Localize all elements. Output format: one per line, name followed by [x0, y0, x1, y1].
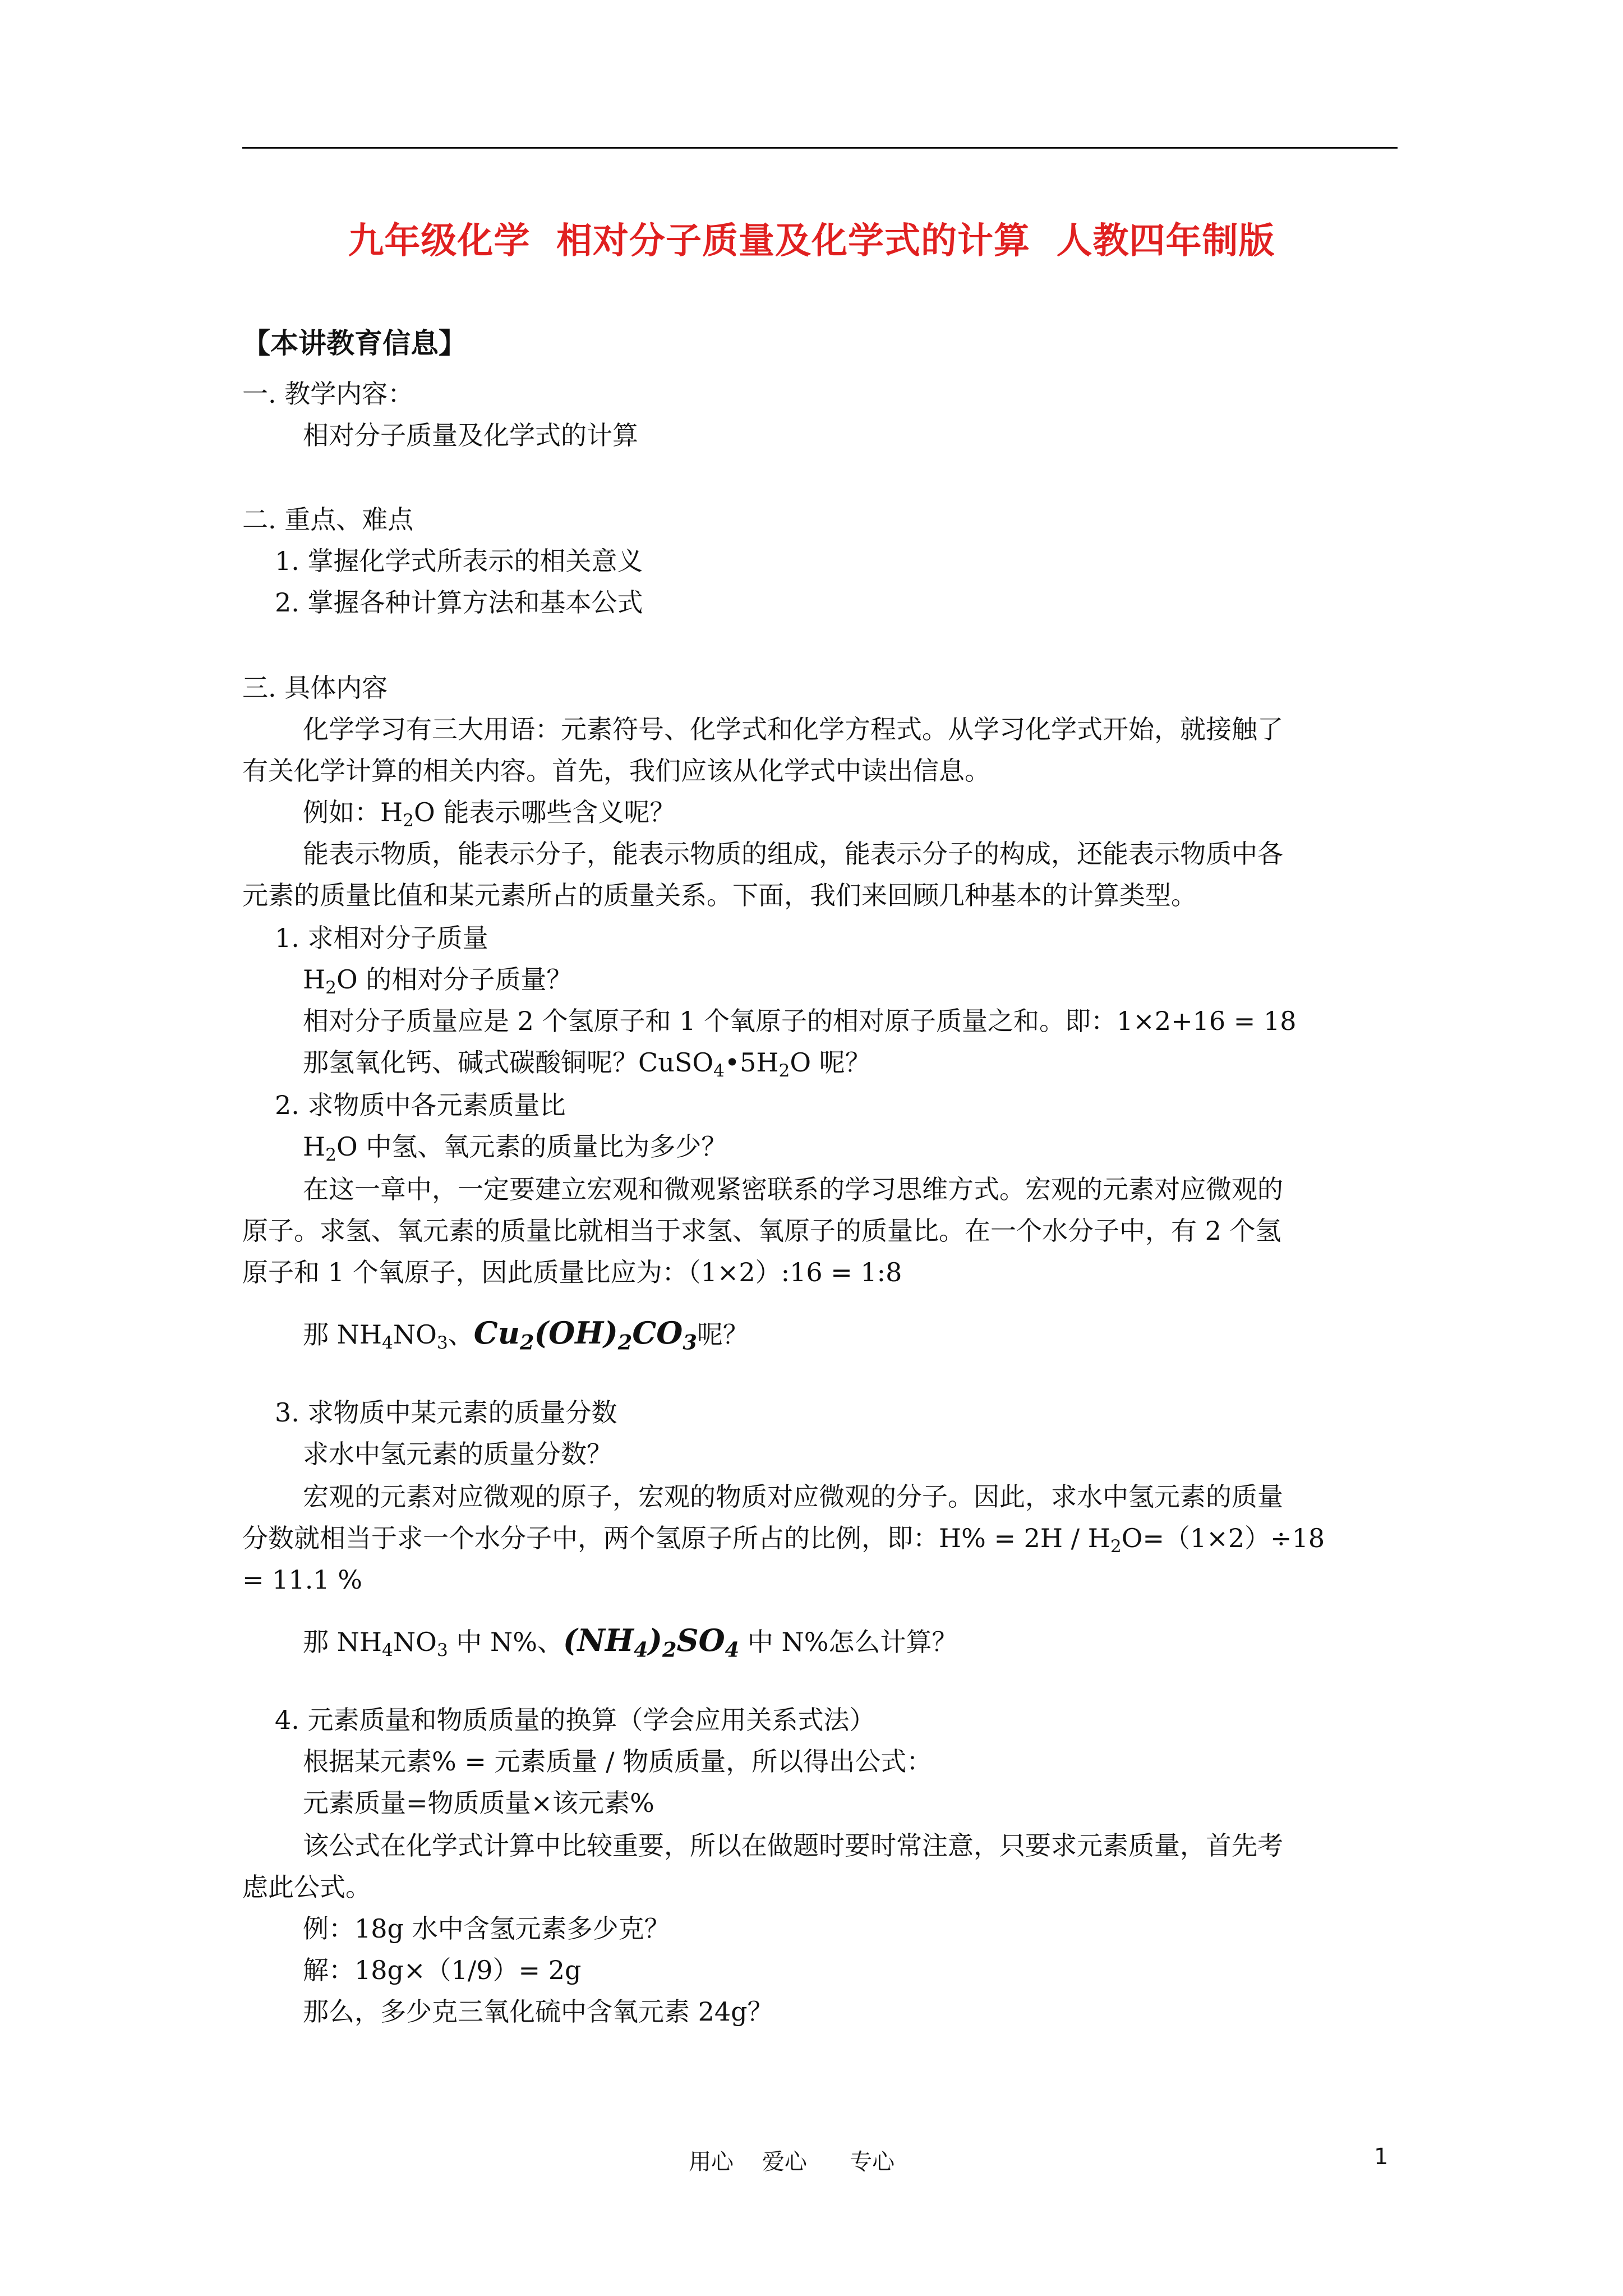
s4-question: 那么，多少克三氧化硫中含氧元素 24g？ — [303, 1996, 773, 2027]
s3-follow-up: 那 $NH_4NO_3$ 中 N%、$(NH_4)_2SO_4$ 中 N%怎么计算？ — [303, 1622, 958, 1662]
part2-item-1: 1. 掌握化学式所表示的相关意义 — [275, 546, 643, 576]
s1-follow-up: 那氢氧化钙、碱式碳酸铜呢？$CuSO_4•5H_2O$ 呢？ — [303, 1047, 871, 1081]
section-header: 【本讲教育信息】 — [242, 327, 467, 360]
part1-heading: 一. 教学内容： — [242, 379, 414, 409]
s3-question: 求水中氢元素的质量分数？ — [303, 1439, 612, 1469]
s2-line1: 在这一章中，一定要建立宏观和微观紧密联系的学习思维方式。宏观的元素对应微观的 — [303, 1174, 1283, 1204]
copper-carbonate-formula: $Cu_2(OH)_2CO_3$ — [473, 1315, 697, 1355]
s4-example: 例：18g 水中含氢元素多少克？ — [303, 1913, 670, 1944]
ammonium-sulfate-formula: $(NH_4)_2SO_4$ — [562, 1622, 740, 1662]
s1-answer: 相对分子质量应是 2 个氢原子和 1 个氧原子的相对原子质量之和。即：1×2+16 = 18 — [303, 1006, 1297, 1036]
part2-heading: 二. 重点、难点 — [242, 504, 414, 535]
header-rule — [242, 147, 1398, 149]
example-line: 例如：$H_2O$ 能表示哪些含义呢？ — [303, 797, 676, 831]
page-number: 1 — [1374, 2144, 1389, 2170]
part3-intro-line2: 有关化学计算的相关内容。首先，我们应该从化学式中读出信息。 — [242, 756, 990, 786]
s2-line3: 原子和 1 个氧原子，因此质量比应为：（1×2）:16 = 1:8 — [242, 1257, 902, 1287]
s3-heading: 3. 求物质中某元素的质量分数 — [275, 1397, 617, 1428]
s2-question: $H_2O$ 中氢、氧元素的质量比为多少？ — [303, 1131, 727, 1165]
s3-line1: 宏观的元素对应微观的原子，宏观的物质对应微观的分子。因此，求水中氢元素的质量 — [303, 1481, 1283, 1512]
s4-solution: 解：18g×（1/9）= 2g — [303, 1955, 582, 1985]
s4-line3: 虑此公式。 — [242, 1872, 371, 1902]
s2-heading: 2. 求物质中各元素质量比 — [275, 1090, 566, 1120]
s4-formula: 元素质量=物质质量×该元素% — [303, 1788, 654, 1818]
s2-line2: 原子。求氢、氧元素的质量比就相当于求氢、氧原子的质量比。在一个水分子中，有 2 个氢 — [242, 1216, 1281, 1246]
s4-heading: 4. 元素质量和物质质量的换算（学会应用关系式法） — [275, 1705, 875, 1735]
s3-line2: 分数就相当于求一个水分子中，两个氢原子所占的比例，即：$H\% = 2H / H_2O=(1\times 2)\div 18$ — [242, 1523, 1325, 1557]
part1-content: 相对分子质量及化学式的计算 — [303, 420, 638, 450]
part3-heading: 三. 具体内容 — [242, 673, 388, 703]
part2-item-2: 2. 掌握各种计算方法和基本公式 — [275, 587, 643, 618]
meaning-line1: 能表示物质，能表示分子，能表示物质的组成，能表示分子的构成，还能表示物质中各 — [303, 839, 1283, 869]
s1-heading: 1. 求相对分子质量 — [275, 923, 488, 953]
s1-question: $H_2O$ 的相对分子质量？ — [303, 964, 573, 998]
meaning-line2: 元素的质量比值和某元素所占的质量关系。下面，我们来回顾几种基本的计算类型。 — [242, 880, 1197, 910]
s2-follow-up: 那 $NH_4NO_3$、$Cu_2(OH)_2CO_3$呢？ — [303, 1315, 749, 1355]
s4-line1: 根据某元素% = 元素质量 / 物质质量，所以得出公式： — [303, 1746, 933, 1777]
footer-motto: 用心 爱心 专心 — [689, 2149, 895, 2175]
s3-line3: = 11.1 % — [242, 1565, 362, 1595]
part3-intro-line1: 化学学习有三大用语：元素符号、化学式和化学方程式。从学习化学式开始，就接触了 — [303, 714, 1283, 744]
s4-line2: 该公式在化学式计算中比较重要，所以在做题时要时常注意，只要求元素质量，首先考 — [303, 1830, 1283, 1861]
document-title: 九年级化学 相对分子质量及化学式的计算 人教四年制版 — [348, 220, 1275, 262]
